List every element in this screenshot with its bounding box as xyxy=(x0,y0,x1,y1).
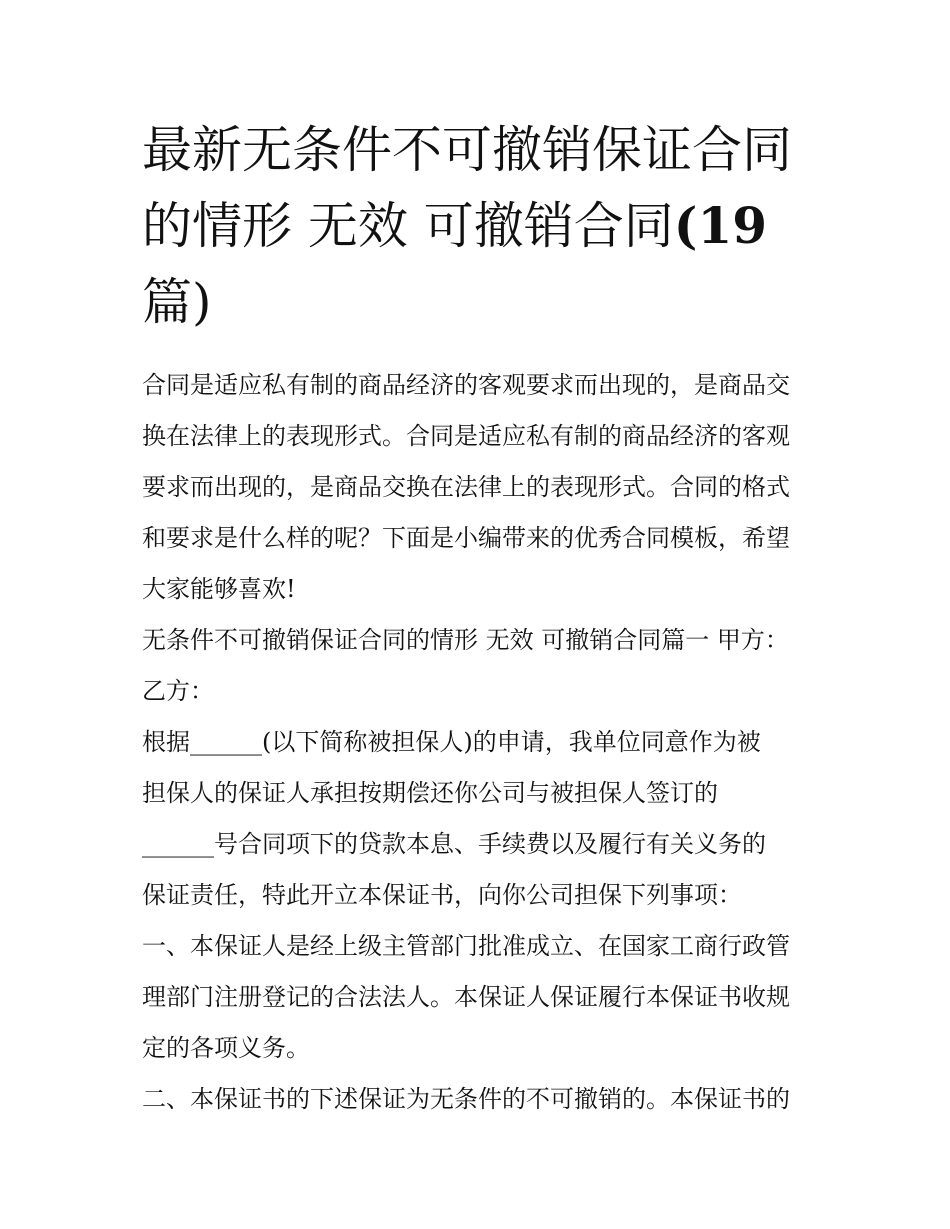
title-line-2-tail: (19 xyxy=(673,196,768,255)
paragraph-clause-2 xyxy=(142,1074,812,1125)
text-line: 理部门注册登记的合法法人。本保证人保证履行本保证书收规 xyxy=(142,983,790,1011)
document-body xyxy=(142,360,812,1125)
text-line: 担保人的保证人承担按期偿还你公司与被担保人签订的 xyxy=(142,779,718,807)
title-line-1: 最新无条件不可撤销保证合同 xyxy=(142,121,792,179)
text-line: 要求而出现的，是商品交换在法律上的表现形式。合同的格式 xyxy=(142,473,790,501)
paragraph-intro xyxy=(142,360,812,615)
text-line: 根据______(以下简称被担保人)的申请，我单位同意作为被 xyxy=(142,728,761,756)
text-line: 保证责任，特此开立本保证书，向你公司担保下列事项： xyxy=(142,881,742,909)
paragraph-basis xyxy=(142,717,812,921)
text-line: ______号合同项下的贷款本息、手续费以及履行有关义务的 xyxy=(142,830,766,858)
text-line: 一、本保证人是经上级主管部门批准成立、在国家工商行政管 xyxy=(142,932,790,960)
text-line: 定的各项义务。 xyxy=(142,1034,310,1062)
text-line: 二、本保证书的下述保证为无条件的不可撤销的。本保证书的 xyxy=(142,1085,790,1113)
text-line: 大家能够喜欢! xyxy=(142,575,296,603)
text-line: 无条件不可撤销保证合同的情形 无效 可撤销合同篇一 甲方： xyxy=(142,626,789,654)
text-line: 和要求是什么样的呢？下面是小编带来的优秀合同模板，希望 xyxy=(142,524,790,552)
paragraph-clause-1 xyxy=(142,921,812,1074)
title-line-2-text: 的情形 无效 可撤销合同 xyxy=(142,197,674,255)
title-line-2 xyxy=(142,188,812,264)
paragraph-parties xyxy=(142,615,812,717)
title-line-3: 篇) xyxy=(142,273,212,331)
text-line: 换在法律上的表现形式。合同是适应私有制的商品经济的客观 xyxy=(142,422,790,450)
document-title xyxy=(142,112,812,340)
text-line: 乙方： xyxy=(142,677,214,705)
text-line: 合同是适应私有制的商品经济的客观要求而出现的，是商品交 xyxy=(142,371,790,399)
